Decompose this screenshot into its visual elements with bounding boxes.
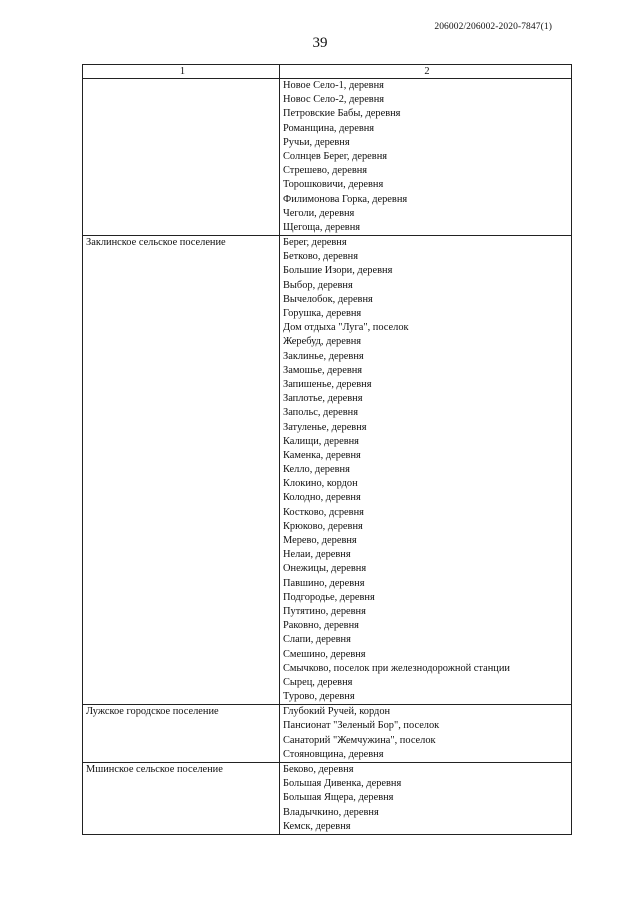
places-cell <box>280 236 572 705</box>
district-cell <box>83 79 280 236</box>
settlement-item: Стояновщина, деревня <box>283 748 384 760</box>
settlement-item: Стрешево, деревня <box>283 165 368 177</box>
settlement-item: Путятино, деревня <box>283 605 366 617</box>
settlements-table <box>82 64 572 835</box>
settlement-item: Костково, дсревня <box>283 506 364 518</box>
district-cell <box>83 705 280 763</box>
district-name: Мшинское сельское поселение <box>86 764 223 775</box>
settlement-item: Новос Село-2, деревня <box>283 94 385 106</box>
settlement-item: Сырец, деревня <box>283 676 353 688</box>
settlement-item: Нелаи, деревня <box>283 549 351 561</box>
table-row <box>83 705 572 763</box>
settlement-item: Беково, деревня <box>283 764 354 775</box>
settlement-item: Калищи, деревня <box>283 435 359 447</box>
district-name: Лужское городское поселение <box>86 706 219 718</box>
settlement-item: Выбор, деревня <box>283 279 353 291</box>
page-number: 39 <box>312 35 328 51</box>
settlement-item: Кемск, деревня <box>283 820 351 832</box>
settlement-item: Раковно, деревня <box>283 620 359 632</box>
settlement-item: Большие Изори, деревня <box>283 265 393 277</box>
table-body <box>83 79 572 835</box>
settlement-item: Павшино, деревня <box>283 577 365 589</box>
settlement-item: Петровские Бабы, деревня <box>283 108 401 120</box>
settlement-item: Горушка, деревня <box>283 308 362 319</box>
settlement-item: Затуленье, деревня <box>283 421 367 433</box>
settlement-item: Берег, деревня <box>283 237 347 249</box>
settlement-item: Жеребуд, деревня <box>283 336 362 348</box>
settlement-item: Глубокий Ручей, кордон <box>283 706 391 718</box>
settlement-item: Чеголи, деревня <box>283 207 355 219</box>
settlement-item: Большая Ящера, деревня <box>283 792 394 804</box>
table-row <box>83 236 572 705</box>
settlement-item: Вычелобок, деревня <box>283 293 373 305</box>
table-header-row <box>83 65 572 79</box>
settlement-item: Солнцев Берег, деревня <box>283 150 388 162</box>
settlement-item: Келло, деревня <box>283 464 350 476</box>
settlement-item: Смешино, деревня <box>283 648 366 660</box>
settlement-item: Смычково, поселок при железнодорожной станции <box>283 662 510 674</box>
district-cell <box>83 763 280 835</box>
settlement-item: Торошковичи, деревня <box>283 179 384 191</box>
places-cell <box>280 763 572 835</box>
settlement-item: Пансионат "Зеленый Бор", поселок <box>283 720 440 732</box>
places-cell <box>280 79 572 236</box>
settlement-item: Владычкино, деревня <box>283 806 379 818</box>
column-header-1: 1 <box>83 65 280 79</box>
settlement-item: Санаторий "Жемчужина", поселок <box>283 734 436 746</box>
settlement-item: Крюково, деревня <box>283 520 363 532</box>
settlement-item: Замошье, деревня <box>283 364 363 376</box>
settlement-item: Романщина, деревня <box>283 122 375 134</box>
settlement-item: Заплотье, деревня <box>283 393 363 405</box>
settlement-item: Запишенье, деревня <box>283 378 372 390</box>
settlement-item: Заклинье, деревня <box>283 350 364 362</box>
settlement-item: Подгородье, деревня <box>283 591 375 603</box>
settlement-item: Большая Дивенка, деревня <box>283 778 402 790</box>
settlement-item: Запольс, деревня <box>283 407 358 419</box>
table-row <box>83 79 572 236</box>
document-number: 206002/206002-2020-7847(1) <box>434 22 552 32</box>
settlement-item: Бетково, деревня <box>283 251 359 263</box>
settlement-item: Онежицы, деревня <box>283 563 367 575</box>
table-row <box>83 763 572 835</box>
settlement-item: Турово, деревня <box>283 691 355 703</box>
settlement-item: Мерево, деревня <box>283 535 357 546</box>
settlement-item: Новое Село-1, деревня <box>283 80 384 91</box>
district-cell <box>83 236 280 705</box>
settlement-item: Колодно, деревня <box>283 492 361 504</box>
settlement-item: Дом отдыха "Луга", поселок <box>283 322 409 334</box>
settlement-item: Каменка, деревня <box>283 449 361 461</box>
settlement-item: Ручьи, деревня <box>283 136 350 148</box>
places-cell <box>280 705 572 763</box>
district-name: Заклинское сельское поселение <box>86 237 226 249</box>
column-header-2: 2 <box>280 65 572 79</box>
settlement-item: Щегоща, деревня <box>283 221 361 233</box>
settlement-item: Филимонова Горка, деревня <box>283 193 408 205</box>
settlement-item: Слапи, деревня <box>283 634 351 646</box>
settlement-item: Клокино, кордон <box>283 478 358 490</box>
